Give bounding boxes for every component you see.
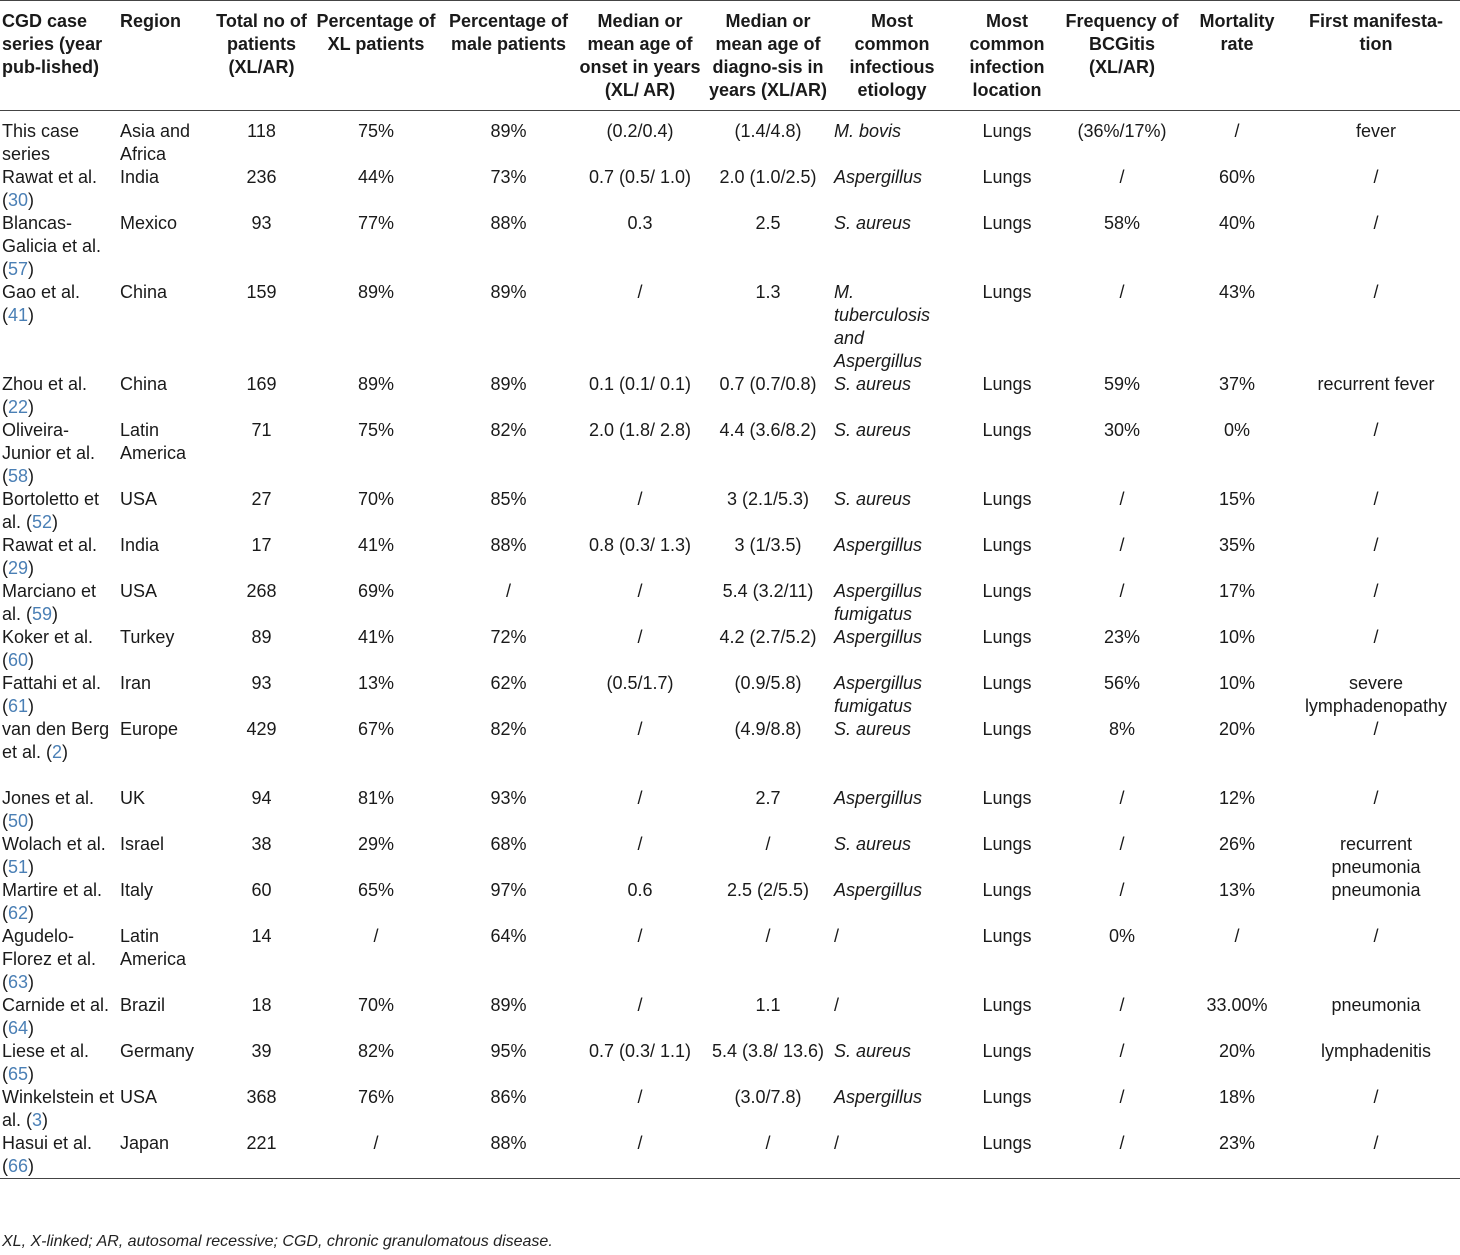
etiology-cell: S. aureus	[834, 489, 912, 509]
first-cell: /	[1373, 926, 1379, 946]
first-cell: pneumonia	[1331, 995, 1421, 1015]
location-cell: Lungs	[982, 167, 1032, 187]
study-cell: Jones et al. (50)	[2, 788, 95, 831]
table-row	[0, 580, 1460, 626]
total-cell: 27	[251, 489, 272, 509]
mortality-cell: 43%	[1218, 282, 1256, 302]
region-cell: Japan	[118, 1132, 212, 1179]
mortality-cell: 40%	[1218, 213, 1256, 233]
mortality-cell: 15%	[1218, 489, 1256, 509]
study-cell: Hasui et al. (66)	[0, 1132, 118, 1179]
male-cell: 93%	[490, 788, 527, 808]
xl-cell: 81%	[357, 788, 395, 808]
first-cell: pneumonia	[1331, 880, 1421, 900]
etiology-cell: S. aureus	[834, 719, 912, 739]
male-cell: 89%	[490, 121, 527, 141]
total-cell: 268	[246, 581, 277, 601]
male-cell: 64%	[490, 926, 527, 946]
xl-cell: /	[373, 926, 379, 946]
location-cell: Lungs	[982, 420, 1032, 440]
total-cell: 93	[251, 673, 272, 693]
etiology-cell: Aspergillus	[834, 788, 923, 808]
location-cell: Lungs	[982, 880, 1032, 900]
location-cell: Lungs	[982, 995, 1032, 1015]
mortality-cell: /	[1234, 121, 1240, 141]
male-cell: 95%	[490, 1041, 527, 1061]
xl-cell: 77%	[357, 213, 395, 233]
onset-cell: (0.2/0.4)	[606, 121, 674, 141]
region-cell: USA	[120, 1087, 158, 1107]
reference-link[interactable]: 58	[8, 466, 29, 486]
onset-cell: 0.7 (0.3/ 1.1)	[588, 1041, 692, 1061]
onset-cell: /	[637, 627, 643, 647]
footnote: XL, X-linked; AR, autosomal recessive; CGD, chronic granulomatous disease.	[2, 1233, 553, 1250]
table-row	[0, 166, 1460, 212]
column-header: Most common infectious etiology	[832, 1, 952, 111]
male-cell: 82%	[490, 719, 527, 739]
onset-cell: 0.3	[627, 213, 653, 233]
total-cell: 368	[246, 1087, 277, 1107]
column-header: Percentage of male patients	[441, 1, 576, 111]
mortality-cell: 12%	[1218, 788, 1256, 808]
table-row	[0, 534, 1460, 580]
first-cell: /	[1373, 535, 1379, 555]
diag-cell: (1.4/4.8)	[734, 121, 802, 141]
region-cell: USA	[120, 581, 158, 601]
diag-cell: /	[765, 926, 771, 946]
mortality-cell: 33.00%	[1206, 995, 1268, 1015]
bcg-cell: /	[1119, 581, 1125, 601]
xl-cell: 82%	[357, 1041, 395, 1061]
xl-cell: 65%	[357, 880, 395, 900]
etiology-cell: S. aureus	[834, 1041, 912, 1061]
first-cell: recurrent fever	[1317, 374, 1435, 394]
region-cell: Asia and Africa	[120, 121, 191, 164]
table-row	[0, 994, 1460, 1040]
bcg-cell: 23%	[1103, 627, 1141, 647]
region-cell: India	[120, 535, 160, 555]
table-row	[0, 879, 1460, 925]
study-cell: Rawat et al. (30)	[2, 167, 98, 210]
location-cell: Lungs	[982, 489, 1032, 509]
column-header: Median or mean age of diagno-sis in years (XL/AR)	[704, 1, 832, 111]
diag-cell: 1.3	[755, 282, 781, 302]
bcg-cell: /	[1119, 880, 1125, 900]
bcg-cell: 59%	[1103, 374, 1141, 394]
location-cell: Lungs	[982, 1041, 1032, 1061]
mortality-cell: 60%	[1218, 167, 1256, 187]
xl-cell: 41%	[357, 627, 395, 647]
male-cell: /	[505, 581, 511, 601]
table-row	[0, 212, 1460, 281]
xl-cell: 44%	[357, 167, 395, 187]
etiology-cell: Aspergillus fumigatus	[834, 673, 923, 716]
total-cell: 71	[251, 420, 272, 440]
diag-cell: 4.4 (3.6/8.2)	[719, 420, 817, 440]
study-cell: Winkelstein et al. (3)	[2, 1087, 115, 1130]
location-cell: Lungs	[982, 121, 1032, 141]
etiology-cell: Aspergillus	[834, 535, 923, 555]
onset-cell: (0.5/1.7)	[606, 673, 674, 693]
table-row	[0, 419, 1460, 488]
reference-link[interactable]: 66	[8, 1156, 29, 1176]
xl-cell: 76%	[357, 1087, 395, 1107]
diag-cell: /	[765, 834, 771, 854]
study-cell: van den Berg et al. (2)	[2, 719, 110, 762]
location-cell: Lungs	[982, 627, 1032, 647]
onset-cell: /	[637, 926, 643, 946]
column-header: Percentage of XL patients	[311, 1, 441, 111]
study-cell: Fattahi et al. (61)	[2, 673, 102, 716]
male-cell: 89%	[490, 995, 527, 1015]
total-cell: 89	[251, 627, 272, 647]
etiology-cell: Aspergillus	[834, 880, 923, 900]
xl-cell: 67%	[357, 719, 395, 739]
mortality-cell: 0%	[1223, 420, 1250, 440]
mortality-cell: 13%	[1218, 880, 1256, 900]
reference-link[interactable]: 62	[8, 903, 29, 923]
region-cell: Brazil	[120, 995, 166, 1015]
etiology-cell: S. aureus	[834, 420, 912, 440]
diag-cell: 1.1	[755, 995, 781, 1015]
reference-link[interactable]: 29	[8, 558, 29, 578]
diag-cell: 5.4 (3.2/11)	[722, 581, 814, 601]
bcg-cell: /	[1119, 995, 1125, 1015]
region-cell: Italy	[120, 880, 154, 900]
total-cell: 14	[251, 926, 272, 946]
table-row	[0, 281, 1460, 373]
reference-link[interactable]: 3	[32, 1110, 43, 1130]
study-cell: Oliveira-Junior et al. (58)	[2, 420, 96, 486]
reference-link[interactable]: 64	[8, 1018, 29, 1038]
onset-cell: /	[637, 719, 643, 739]
onset-cell: /	[637, 581, 643, 601]
onset-cell: /	[637, 788, 643, 808]
table-row	[0, 111, 1460, 167]
table-row	[0, 1086, 1460, 1132]
region-cell: Europe	[120, 719, 179, 739]
mortality-cell: 20%	[1218, 1041, 1256, 1061]
reference-link[interactable]: 65	[8, 1064, 29, 1084]
column-header: Median or mean age of onset in years (XL/ AR)	[576, 1, 704, 111]
region-cell: Iran	[120, 673, 152, 693]
table-row	[0, 488, 1460, 534]
total-cell: 429	[246, 719, 277, 739]
first-cell: recurrent pneumonia	[1331, 834, 1421, 877]
total-cell: 93	[251, 213, 272, 233]
reference-link[interactable]: 50	[8, 811, 29, 831]
total-cell: 17	[251, 535, 272, 555]
bcg-cell: 30%	[1103, 420, 1141, 440]
first-cell: /	[1373, 489, 1379, 509]
diag-cell: (0.9/5.8)	[734, 673, 802, 693]
etiology-cell: S. aureus	[834, 213, 912, 233]
first-cell: /	[1373, 788, 1379, 808]
study-cell: Zhou et al. (22)	[2, 374, 88, 417]
reference-link[interactable]: 57	[8, 259, 29, 279]
column-header: CGD case series (year pub-lished)	[0, 1, 118, 111]
location-cell: Lungs	[982, 719, 1032, 739]
study-cell: Blancas-Galicia et al. (57)	[2, 213, 102, 279]
onset-cell: /	[637, 489, 643, 509]
xl-cell: /	[311, 1132, 441, 1179]
total-cell: 236	[246, 167, 277, 187]
onset-cell: /	[637, 1087, 643, 1107]
location-cell: Lungs	[982, 788, 1032, 808]
region-cell: USA	[120, 489, 158, 509]
bcg-cell: 0%	[1108, 926, 1135, 946]
diag-cell: 3 (1/3.5)	[734, 535, 802, 555]
etiology-cell: Aspergillus	[834, 167, 923, 187]
male-cell: 88%	[490, 213, 527, 233]
location-cell: Lungs	[982, 673, 1032, 693]
xl-cell: 70%	[357, 995, 395, 1015]
study-cell: Marciano et al. (59)	[2, 581, 97, 624]
reference-link[interactable]: 22	[8, 397, 29, 417]
reference-link[interactable]: 52	[32, 512, 53, 532]
diag-cell: /	[704, 1132, 832, 1179]
total-cell: 221	[212, 1132, 311, 1179]
male-cell: 89%	[490, 282, 527, 302]
bcg-cell: /	[1119, 834, 1125, 854]
mortality-cell: 18%	[1218, 1087, 1256, 1107]
region-cell: India	[120, 167, 160, 187]
onset-cell: 0.7 (0.5/ 1.0)	[588, 167, 692, 187]
diag-cell: 5.4 (3.8/ 13.6)	[711, 1041, 825, 1061]
onset-cell: /	[637, 834, 643, 854]
region-cell: Latin America	[120, 926, 187, 969]
total-cell: 159	[246, 282, 277, 302]
region-cell: China	[120, 282, 168, 302]
region-cell: Israel	[120, 834, 165, 854]
xl-cell: 89%	[357, 374, 395, 394]
column-header: Region	[118, 1, 212, 111]
column-header: Most common infection location	[952, 1, 1062, 111]
diag-cell: 0.7 (0.7/0.8)	[719, 374, 817, 394]
male-cell: 89%	[490, 374, 527, 394]
bcg-cell: /	[1119, 489, 1125, 509]
first-cell: /	[1373, 420, 1379, 440]
xl-cell: 75%	[357, 121, 395, 141]
diag-cell: 2.5	[755, 213, 781, 233]
bcg-cell: 8%	[1108, 719, 1135, 739]
region-cell: UK	[120, 788, 146, 808]
bcg-cell: /	[1119, 1041, 1125, 1061]
onset-cell: /	[637, 282, 643, 302]
table-row	[0, 833, 1460, 879]
male-cell: 88%	[490, 535, 527, 555]
etiology-cell: /	[834, 995, 840, 1015]
mortality-cell: 17%	[1218, 581, 1256, 601]
reference-link[interactable]: 60	[8, 650, 29, 670]
study-cell: Rawat et al. (29)	[2, 535, 98, 578]
table-row	[0, 718, 1460, 787]
study-cell: Martire et al. (62)	[2, 880, 103, 923]
table-row	[0, 672, 1460, 718]
onset-cell: 2.0 (1.8/ 2.8)	[588, 420, 692, 440]
reference-link[interactable]: 59	[32, 604, 53, 624]
table-body	[0, 111, 1460, 1179]
onset-cell: 0.8 (0.3/ 1.3)	[588, 535, 692, 555]
diag-cell: 3 (2.1/5.3)	[726, 489, 810, 509]
diag-cell: (4.9/8.8)	[734, 719, 802, 739]
etiology-cell: M. bovis	[834, 121, 902, 141]
male-cell: 73%	[490, 167, 527, 187]
location-cell: Lungs	[982, 213, 1032, 233]
total-cell: 38	[251, 834, 272, 854]
first-cell: /	[1373, 167, 1379, 187]
diag-cell: (3.0/7.8)	[734, 1087, 802, 1107]
study-cell: Liese et al. (65)	[2, 1041, 90, 1084]
etiology-cell: Aspergillus fumigatus	[834, 581, 923, 624]
study-cell: Agudelo-Florez et al. (63)	[2, 926, 97, 992]
male-cell: 72%	[490, 627, 527, 647]
mortality-cell: 20%	[1218, 719, 1256, 739]
table-row	[0, 626, 1460, 672]
reference-link[interactable]: 30	[8, 190, 29, 210]
male-cell: 82%	[490, 420, 527, 440]
male-cell: 88%	[441, 1132, 576, 1179]
first-cell: severe lymphadenopathy	[1304, 673, 1448, 716]
bcg-cell: /	[1119, 788, 1125, 808]
mortality-cell: 10%	[1218, 627, 1256, 647]
study-cell: Bortoletto et al. (52)	[2, 489, 100, 532]
diag-cell: 2.5 (2/5.5)	[726, 880, 810, 900]
total-cell: 169	[246, 374, 277, 394]
region-cell: Mexico	[120, 213, 178, 233]
bcg-cell: (36%/17%)	[1077, 121, 1167, 141]
first-cell: /	[1373, 627, 1379, 647]
mortality-cell: 35%	[1218, 535, 1256, 555]
diag-cell: 2.0 (1.0/2.5)	[719, 167, 817, 187]
location-cell: Lungs	[952, 1132, 1062, 1179]
etiology-cell: S. aureus	[834, 834, 912, 854]
mortality-cell: /	[1234, 926, 1240, 946]
mortality-cell: 10%	[1218, 673, 1256, 693]
male-cell: 68%	[490, 834, 527, 854]
location-cell: Lungs	[982, 282, 1032, 302]
reference-link[interactable]: 51	[8, 857, 29, 877]
first-cell: /	[1373, 213, 1379, 233]
column-header: First manifesta-tion	[1292, 1, 1460, 111]
etiology-cell: /	[834, 926, 840, 946]
onset-cell: 0.1 (0.1/ 0.1)	[588, 374, 692, 394]
bcg-cell: 58%	[1103, 213, 1141, 233]
region-cell: Latin America	[120, 420, 187, 463]
bcg-cell: /	[1119, 535, 1125, 555]
etiology-cell: M. tuberculosis and Aspergillus	[834, 282, 931, 371]
total-cell: 118	[247, 121, 276, 141]
region-cell: Turkey	[120, 627, 175, 647]
xl-cell: 69%	[357, 581, 395, 601]
bcg-cell: /	[1119, 1087, 1125, 1107]
region-cell: China	[120, 374, 168, 394]
column-header: Frequency of BCGitis (XL/AR)	[1062, 1, 1182, 111]
first-cell: /	[1373, 581, 1379, 601]
bcg-cell: 56%	[1103, 673, 1141, 693]
column-header: Mortality rate	[1182, 1, 1292, 111]
mortality-cell: 26%	[1218, 834, 1256, 854]
table-row	[0, 925, 1460, 994]
reference-link[interactable]: 63	[8, 972, 29, 992]
onset-cell: 0.6	[627, 880, 653, 900]
location-cell: Lungs	[982, 581, 1032, 601]
location-cell: Lungs	[982, 374, 1032, 394]
xl-cell: 41%	[357, 535, 395, 555]
region-cell: Germany	[120, 1041, 195, 1061]
first-cell: fever	[1355, 121, 1397, 141]
xl-cell: 13%	[357, 673, 395, 693]
onset-cell: /	[637, 995, 643, 1015]
male-cell: 62%	[490, 673, 527, 693]
location-cell: Lungs	[982, 926, 1032, 946]
total-cell: 60	[251, 880, 272, 900]
table-row	[0, 787, 1460, 833]
etiology-cell: Aspergillus	[834, 627, 923, 647]
total-cell: 94	[251, 788, 272, 808]
diag-cell: 2.7	[755, 788, 781, 808]
first-cell: lymphadenitis	[1320, 1041, 1432, 1061]
study-cell: Carnide et al. (64)	[2, 995, 110, 1038]
table-row	[0, 373, 1460, 419]
male-cell: 85%	[490, 489, 527, 509]
study-cell: Wolach et al. (51)	[2, 834, 106, 877]
mortality-cell: 37%	[1218, 374, 1256, 394]
bcg-cell: /	[1119, 282, 1125, 302]
mortality-cell: 23%	[1182, 1132, 1292, 1179]
table-row	[0, 1132, 1460, 1179]
first-cell: /	[1373, 719, 1379, 739]
study-cell: Koker et al. (60)	[2, 627, 94, 670]
location-cell: Lungs	[982, 1087, 1032, 1107]
male-cell: 86%	[490, 1087, 527, 1107]
study-cell: This case series	[2, 121, 80, 164]
location-cell: Lungs	[982, 535, 1032, 555]
table-row	[0, 1040, 1460, 1086]
column-header: Total no of patients (XL/AR)	[212, 1, 311, 111]
reference-link[interactable]: 2	[52, 742, 63, 762]
male-cell: 97%	[490, 880, 527, 900]
xl-cell: 29%	[357, 834, 395, 854]
xl-cell: 70%	[357, 489, 395, 509]
xl-cell: 89%	[357, 282, 395, 302]
etiology-cell: Aspergillus	[834, 1087, 923, 1107]
first-cell: /	[1373, 1087, 1379, 1107]
total-cell: 18	[251, 995, 272, 1015]
bcg-cell: /	[1119, 167, 1125, 187]
location-cell: Lungs	[982, 834, 1032, 854]
etiology-cell: S. aureus	[834, 374, 912, 394]
etiology-cell: /	[832, 1132, 952, 1179]
reference-link[interactable]: 41	[8, 305, 29, 325]
study-cell: Gao et al. (41)	[2, 282, 81, 325]
total-cell: 39	[251, 1041, 272, 1061]
first-cell: /	[1373, 282, 1379, 302]
onset-cell: /	[576, 1132, 704, 1179]
diag-cell: 4.2 (2.7/5.2)	[719, 627, 817, 647]
header-row	[0, 1, 1460, 111]
xl-cell: 75%	[357, 420, 395, 440]
bcg-cell: /	[1062, 1132, 1182, 1179]
reference-link[interactable]: 61	[8, 696, 29, 716]
first-cell: /	[1292, 1132, 1460, 1179]
